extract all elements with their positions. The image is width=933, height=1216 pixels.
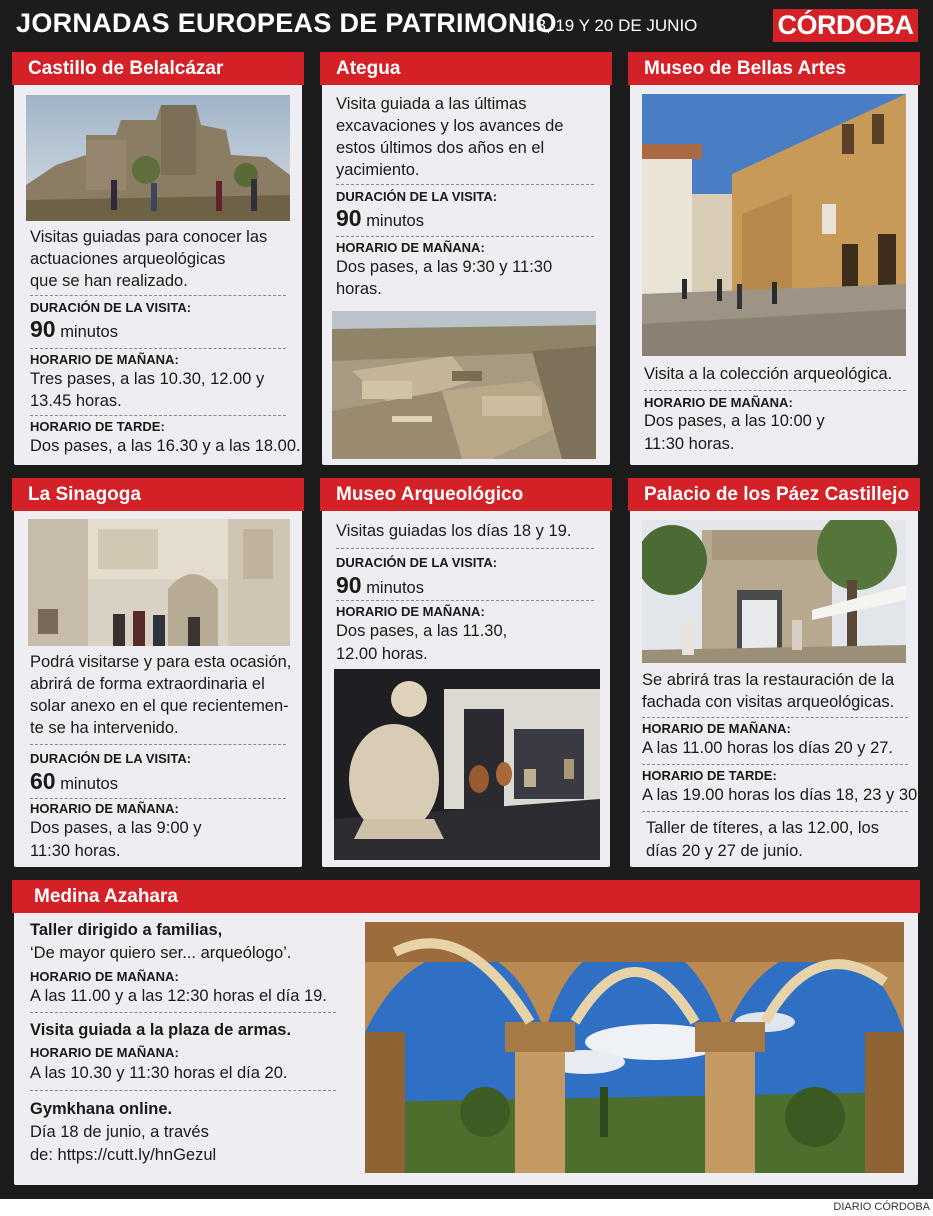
header <box>0 0 933 50</box>
card-title: Palacio de los Páez Castillejo <box>628 478 920 511</box>
sinagoga-desc-4: te se ha intervenido. <box>30 719 179 737</box>
duration-number: 90 <box>336 572 362 598</box>
card-title: Castillo de Belalcázar <box>12 52 304 85</box>
paez-morning: A las 11.00 horas los días 20 y 27. <box>642 739 894 757</box>
separator <box>30 744 286 745</box>
separator <box>642 764 908 765</box>
excavation-photo <box>332 311 596 459</box>
separator <box>336 236 594 237</box>
card-title: La Sinagoga <box>12 478 304 511</box>
card-castillo <box>14 52 302 465</box>
card-sinagoga <box>14 478 302 867</box>
separator <box>642 811 908 812</box>
event-dates: 18, 19 Y 20 DE JUNIO <box>527 16 698 35</box>
separator <box>30 348 286 349</box>
sinagoga-morning-1: Dos pases, a las 9:00 y <box>30 819 202 837</box>
card-title: Museo de Bellas Artes <box>628 52 920 85</box>
medina-taller-sub: ‘De mayor quiero ser... arqueólogo’. <box>30 944 292 962</box>
morning-label: HORARIO DE MAÑANA: <box>30 969 179 984</box>
paez-extra-2: días 20 y 27 de junio. <box>646 842 803 860</box>
medina-gym-line-1: Día 18 de junio, a través <box>30 1123 209 1141</box>
card-palacio-paez <box>630 478 922 867</box>
morning-label: HORARIO DE MAÑANA: <box>30 1045 179 1060</box>
paez-desc-2: fachada con visitas arqueológicas. <box>642 693 895 711</box>
duration-label: DURACIÓN DE LA VISITA: <box>336 555 498 570</box>
bellas-morning-2: 11:30 horas. <box>644 435 735 453</box>
duration-unit: minutos <box>60 323 118 341</box>
castillo-desc-3: que se han realizado. <box>30 272 188 290</box>
duration-unit: minutos <box>366 579 424 597</box>
ategua-morning-2: horas. <box>336 280 382 298</box>
card-ategua <box>322 52 610 465</box>
duration-label: DURACIÓN DE LA VISITA: <box>336 189 498 204</box>
arches-photo <box>365 922 904 1173</box>
duration-value <box>336 572 424 601</box>
card-museo-arqueologico <box>322 478 610 867</box>
ategua-morning-1: Dos pases, a las 9:30 y 11:30 <box>336 258 553 276</box>
separator <box>30 1090 336 1091</box>
castillo-desc-2: actuaciones arqueológicas <box>30 250 226 268</box>
separator <box>30 415 286 416</box>
separator <box>644 390 906 391</box>
card-title: Museo Arqueológico <box>320 478 612 511</box>
ategua-desc-1: Visita guiada a las últimas <box>336 95 527 113</box>
duration-value <box>336 205 424 234</box>
separator <box>336 600 594 601</box>
medina-plaza-time: A las 10.30 y 11:30 horas el día 20. <box>30 1064 288 1082</box>
arqueologico-morning-2: 12.00 horas. <box>336 645 428 663</box>
duration-label: DURACIÓN DE LA VISITA: <box>30 751 192 766</box>
separator <box>30 798 286 799</box>
duration-number: 90 <box>336 205 362 231</box>
sinagoga-morning-2: 11:30 horas. <box>30 842 121 860</box>
castillo-morning-1: Tres pases, a las 10.30, 12.00 y <box>30 370 265 388</box>
bellas-morning-1: Dos pases, a las 10:00 y <box>644 412 825 430</box>
paez-afternoon: A las 19.00 horas los días 18, 23 y 30. <box>642 786 922 804</box>
card-title: Medina Azahara <box>12 880 920 913</box>
bellas-desc: Visita a la colección arqueológica. <box>644 365 893 383</box>
paez-extra-1: Taller de títeres, a las 12.00, los <box>646 819 879 837</box>
castillo-morning-2: 13.45 horas. <box>30 392 122 410</box>
duration-unit: minutos <box>366 212 424 230</box>
morning-label: HORARIO DE MAÑANA: <box>30 801 179 816</box>
arqueologico-desc: Visitas guiadas los días 18 y 19. <box>336 522 572 540</box>
sinagoga-desc-1: Podrá visitarse y para esta ocasión, <box>30 653 292 671</box>
medina-gym-link[interactable]: de: https://cutt.ly/hnGezul <box>30 1146 217 1164</box>
duration-value <box>30 316 118 345</box>
separator <box>30 295 286 296</box>
morning-label: HORARIO DE MAÑANA: <box>644 395 793 410</box>
sinagoga-desc-2: abrirá de forma extraordinaria el <box>30 675 265 693</box>
separator <box>336 184 594 185</box>
cordoba-logo: CÓRDOBA <box>773 9 918 42</box>
ategua-desc-3: estos últimos dos años en el <box>336 139 545 157</box>
arqueologico-morning-1: Dos pases, a las 11.30, <box>336 622 508 640</box>
paez-desc-1: Se abrirá tras la restauración de la <box>642 671 895 689</box>
duration-unit: minutos <box>60 775 118 793</box>
separator <box>336 548 594 549</box>
card-title: Ategua <box>320 52 612 85</box>
duration-number: 90 <box>30 316 56 342</box>
castle-photo <box>26 95 290 221</box>
medina-taller-time: A las 11.00 y a las 12:30 horas el día 19. <box>30 987 327 1005</box>
duration-label: DURACIÓN DE LA VISITA: <box>30 300 192 315</box>
sculpture-photo <box>334 669 600 860</box>
medina-taller-title: Taller dirigido a familias, <box>30 921 223 939</box>
museum-square-photo <box>642 94 906 356</box>
separator <box>642 717 908 718</box>
duration-number: 60 <box>30 768 56 794</box>
page-title: JORNADAS EUROPEAS DE PATRIMONIO <box>16 8 557 38</box>
palace-photo <box>642 520 906 663</box>
card-medina-azahara <box>14 880 918 1185</box>
separator <box>30 1012 336 1013</box>
medina-gym-title: Gymkhana online. <box>30 1100 173 1118</box>
castillo-afternoon: Dos pases, a las 16.30 y a las 18.00. <box>30 437 301 455</box>
morning-label: HORARIO DE MAÑANA: <box>336 240 485 255</box>
ategua-desc-4: yacimiento. <box>336 161 420 179</box>
medina-plaza-title: Visita guiada a la plaza de armas. <box>30 1021 292 1039</box>
ategua-desc-2: excavaciones y los avances de <box>336 117 564 135</box>
morning-label: HORARIO DE MAÑANA: <box>30 352 179 367</box>
morning-label: HORARIO DE MAÑANA: <box>336 604 485 619</box>
afternoon-label: HORARIO DE TARDE: <box>642 768 777 783</box>
card-bellas-artes <box>630 52 918 465</box>
afternoon-label: HORARIO DE TARDE: <box>30 419 165 434</box>
castillo-desc-1: Visitas guiadas para conocer las <box>30 228 268 246</box>
synagogue-photo <box>28 519 290 646</box>
morning-label: HORARIO DE MAÑANA: <box>642 721 791 736</box>
source-credit: DIARIO CÓRDOBA <box>833 1201 930 1213</box>
duration-value <box>30 768 118 797</box>
sinagoga-desc-3: solar anexo en el que recientemen- <box>30 697 289 715</box>
